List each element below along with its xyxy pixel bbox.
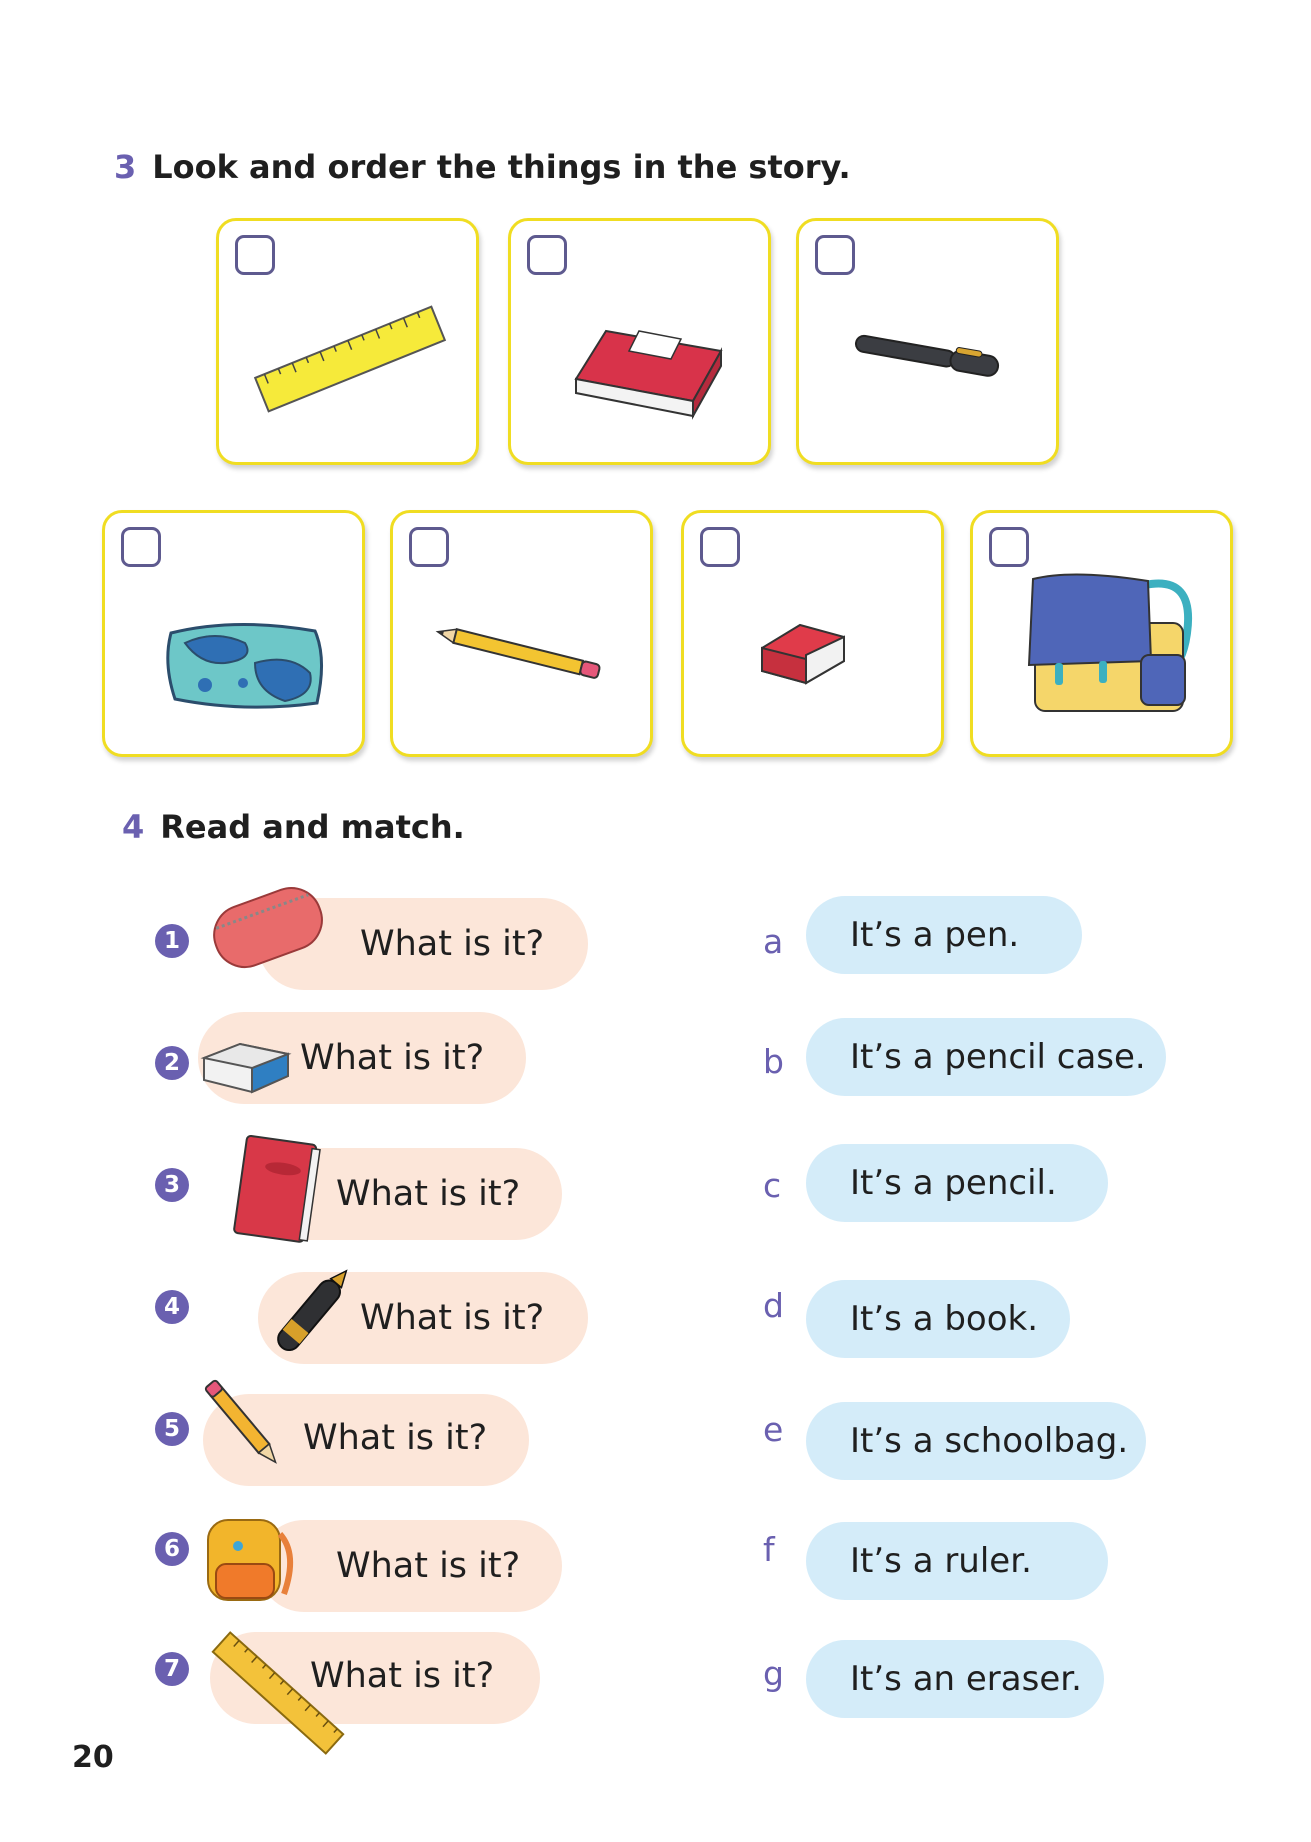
- answer-text: It’s a pencil case.: [850, 1037, 1146, 1077]
- answer-letter: a: [763, 922, 784, 961]
- answer-text: It’s an eraser.: [850, 1659, 1082, 1699]
- question-text: What is it?: [300, 1038, 485, 1078]
- question-text: What is it?: [303, 1418, 488, 1458]
- pencil-icon: [196, 1372, 296, 1482]
- question-text: What is it?: [336, 1546, 521, 1586]
- answer-bubble-c[interactable]: [806, 1144, 1108, 1222]
- question-number: 5: [155, 1412, 189, 1446]
- pen-icon: [799, 221, 1062, 468]
- exercise-number: 4: [122, 808, 145, 846]
- question-text: What is it?: [336, 1174, 521, 1214]
- schoolbag-icon: [198, 1504, 302, 1608]
- question-number: 1: [155, 924, 189, 958]
- pencil-case-icon: [105, 513, 368, 760]
- answer-letter: d: [763, 1286, 784, 1325]
- answer-letter: f: [763, 1530, 775, 1569]
- answer-text: It’s a pencil.: [850, 1163, 1057, 1203]
- question-text: What is it?: [360, 1298, 545, 1338]
- answer-bubble-a[interactable]: [806, 896, 1082, 974]
- eraser-icon: [200, 1030, 300, 1100]
- schoolbag-icon: [973, 513, 1236, 760]
- question-number: 6: [155, 1532, 189, 1566]
- book-icon: [511, 221, 774, 468]
- answer-bubble-g[interactable]: [806, 1640, 1104, 1718]
- eraser-icon: [684, 513, 947, 760]
- picture-card-eraser: [681, 510, 944, 757]
- exercise-3-title: [114, 148, 851, 186]
- pencil-icon: [393, 513, 656, 760]
- question-number: 2: [155, 1046, 189, 1080]
- answer-letter: g: [763, 1654, 784, 1693]
- book-icon: [226, 1132, 326, 1248]
- picture-card-schoolbag: [970, 510, 1233, 757]
- question-number: 4: [155, 1290, 189, 1324]
- answer-bubble-e[interactable]: [806, 1402, 1146, 1480]
- picture-card-pen: [796, 218, 1059, 465]
- answer-text: It’s a pen.: [850, 915, 1020, 955]
- answer-letter: c: [763, 1166, 782, 1205]
- answer-letter: e: [763, 1410, 784, 1449]
- answer-text: It’s a schoolbag.: [850, 1421, 1129, 1461]
- picture-card-pencil-case: [102, 510, 365, 757]
- page-number: 20: [72, 1740, 114, 1775]
- question-number: 3: [155, 1168, 189, 1202]
- pencil-case-icon: [200, 870, 340, 990]
- answer-bubble-f[interactable]: [806, 1522, 1108, 1600]
- answer-letter: b: [763, 1042, 784, 1081]
- exercise-instruction: Look and order the things in the story.: [152, 148, 851, 186]
- answer-text: It’s a ruler.: [850, 1541, 1032, 1581]
- answer-text: It’s a book.: [850, 1299, 1039, 1339]
- exercise-4-title: [122, 808, 465, 846]
- question-number: 7: [155, 1652, 189, 1686]
- ruler-icon: [219, 221, 482, 468]
- picture-card-ruler: [216, 218, 479, 465]
- answer-bubble-b[interactable]: [806, 1018, 1166, 1096]
- picture-card-pencil: [390, 510, 653, 757]
- pen-icon: [256, 1258, 366, 1368]
- question-text: What is it?: [360, 924, 545, 964]
- exercise-number: 3: [114, 148, 137, 186]
- answer-bubble-d[interactable]: [806, 1280, 1070, 1358]
- exercise-instruction: Read and match.: [160, 808, 465, 846]
- question-text: What is it?: [310, 1656, 495, 1696]
- picture-card-book: [508, 218, 771, 465]
